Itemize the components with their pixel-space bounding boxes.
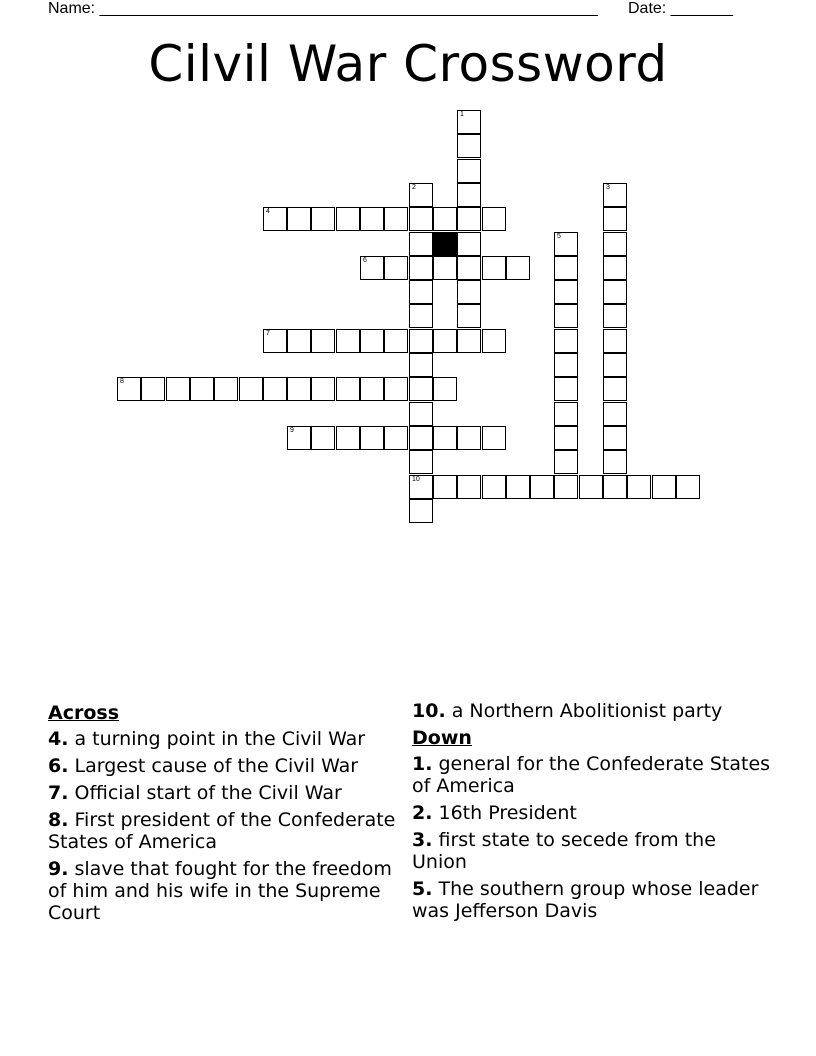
grid-cell[interactable] (554, 377, 578, 401)
grid-cell[interactable] (263, 207, 287, 231)
grid-cell[interactable] (554, 353, 578, 377)
grid-cell[interactable] (360, 426, 384, 450)
grid-cell[interactable] (360, 207, 384, 231)
grid-cell[interactable] (554, 304, 578, 328)
grid-cell[interactable] (457, 280, 481, 304)
cell-number: 7 (266, 330, 270, 337)
grid-cell[interactable] (482, 329, 506, 353)
cell-number: 3 (606, 184, 610, 191)
grid-cell[interactable] (457, 232, 481, 256)
grid-cell[interactable] (603, 353, 627, 377)
cell-number: 1 (460, 111, 464, 118)
clue-text: first state to secede from the Union (412, 829, 716, 873)
grid-cell[interactable] (263, 377, 287, 401)
clue-across-4 (48, 728, 404, 750)
grid-cell[interactable] (384, 377, 408, 401)
grid-cell[interactable] (554, 450, 578, 474)
grid-cell[interactable] (506, 475, 530, 499)
grid-cell[interactable] (336, 426, 360, 450)
grid-cell[interactable] (409, 207, 433, 231)
clue-across-7 (48, 782, 404, 804)
grid-cell[interactable] (360, 329, 384, 353)
clue-text: 16th President (438, 802, 577, 824)
grid-cell[interactable] (287, 329, 311, 353)
grid-cell[interactable] (409, 353, 433, 377)
clues-column-left (48, 700, 404, 929)
grid-cell[interactable] (409, 426, 433, 450)
page-title: Cilvil War Crossword (148, 35, 668, 93)
clue-across-6 (48, 755, 404, 777)
clue-text: general for the Confederate States of America (412, 753, 771, 797)
grid-cell[interactable] (482, 426, 506, 450)
grid-cell[interactable] (409, 329, 433, 353)
grid-cell[interactable] (457, 134, 481, 158)
across-heading: Across (48, 702, 120, 724)
grid-cell[interactable] (117, 377, 141, 401)
grid-cell[interactable] (311, 329, 335, 353)
grid-cell[interactable] (433, 377, 457, 401)
grid-cell[interactable] (409, 304, 433, 328)
grid-cell[interactable] (409, 450, 433, 474)
cell-number: 9 (290, 427, 294, 434)
grid-cell[interactable] (554, 475, 578, 499)
clue-text: Official start of the Civil War (74, 782, 342, 804)
grid-cell[interactable] (554, 256, 578, 280)
clue-number: 3. (412, 829, 433, 851)
grid-cell[interactable] (214, 377, 238, 401)
grid-cell[interactable] (409, 402, 433, 426)
grid-cell[interactable] (141, 377, 165, 401)
down-heading: Down (412, 727, 472, 749)
grid-cell[interactable] (603, 183, 627, 207)
cell-number: 6 (363, 257, 367, 264)
grid-cell[interactable] (457, 256, 481, 280)
clue-across-8 (48, 809, 404, 853)
date-field-label: Date: _______ (628, 0, 733, 17)
clue-number: 6. (48, 755, 69, 777)
grid-cell[interactable] (603, 256, 627, 280)
grid-cell[interactable] (457, 475, 481, 499)
cell-number: 4 (266, 208, 270, 215)
clue-down-3 (412, 829, 772, 873)
grid-cell[interactable] (652, 475, 676, 499)
clue-down-2 (412, 802, 772, 824)
grid-cell[interactable] (603, 426, 627, 450)
grid-cell[interactable] (384, 207, 408, 231)
grid-cell[interactable] (554, 280, 578, 304)
grid-cell[interactable] (409, 475, 433, 499)
clues-column-right (412, 700, 772, 927)
clue-across-10 (412, 700, 772, 722)
cell-number: 10 (412, 476, 420, 483)
grid-cell[interactable] (433, 426, 457, 450)
grid-cell[interactable] (433, 329, 457, 353)
grid-cell[interactable] (287, 377, 311, 401)
grid-cell[interactable] (409, 256, 433, 280)
grid-cell[interactable] (603, 377, 627, 401)
grid-cell[interactable] (384, 329, 408, 353)
grid-cell[interactable] (433, 207, 457, 231)
grid-cell[interactable] (336, 207, 360, 231)
grid-cell[interactable] (676, 475, 700, 499)
cell-number: 2 (412, 184, 416, 191)
clue-down-1 (412, 753, 772, 797)
grid-cell[interactable] (360, 256, 384, 280)
clue-number: 2. (412, 802, 433, 824)
grid-cell[interactable] (482, 256, 506, 280)
grid-cell[interactable] (603, 329, 627, 353)
grid-cell[interactable] (384, 426, 408, 450)
grid-cell[interactable] (409, 280, 433, 304)
grid-cell[interactable] (287, 426, 311, 450)
grid-cell[interactable] (603, 207, 627, 231)
grid-cell[interactable] (409, 377, 433, 401)
grid-cell[interactable] (457, 304, 481, 328)
clue-number: 7. (48, 782, 69, 804)
black-square (433, 232, 457, 256)
grid-cell[interactable] (603, 232, 627, 256)
grid-cell[interactable] (554, 426, 578, 450)
grid-cell[interactable] (603, 280, 627, 304)
grid-cell[interactable] (457, 329, 481, 353)
clue-number: 1. (412, 753, 433, 775)
clue-text: Largest cause of the Civil War (74, 755, 359, 777)
clue-number: 10. (412, 700, 446, 722)
grid-cell[interactable] (409, 232, 433, 256)
grid-cell[interactable] (336, 329, 360, 353)
grid-cell[interactable] (360, 377, 384, 401)
clue-text: The southern group whose leader was Jefferson Davis (412, 878, 759, 922)
grid-cell[interactable] (579, 475, 603, 499)
clue-text: First president of the Confederate States of America (48, 809, 396, 853)
clue-text: slave that fought for the freedom of him and his wife in the Supreme Court (48, 858, 392, 924)
grid-cell[interactable] (263, 329, 287, 353)
grid-cell[interactable] (457, 183, 481, 207)
name-field-label: Name: ________________________________________________________ (48, 0, 598, 17)
grid-cell[interactable] (457, 207, 481, 231)
grid-cell[interactable] (603, 450, 627, 474)
grid-cell[interactable] (457, 426, 481, 450)
clue-across-9 (48, 858, 404, 924)
clue-number: 5. (412, 878, 433, 900)
cell-number: 8 (120, 378, 124, 385)
clue-number: 4. (48, 728, 69, 750)
grid-cell[interactable] (409, 183, 433, 207)
grid-cell[interactable] (482, 207, 506, 231)
grid-cell[interactable] (433, 256, 457, 280)
grid-cell[interactable] (603, 402, 627, 426)
grid-cell[interactable] (287, 207, 311, 231)
grid-cell[interactable] (627, 475, 651, 499)
grid-cell[interactable] (384, 256, 408, 280)
grid-cell[interactable] (457, 159, 481, 183)
grid-cell[interactable] (482, 475, 506, 499)
grid-cell[interactable] (239, 377, 263, 401)
grid-cell[interactable] (530, 475, 554, 499)
clue-number: 9. (48, 858, 69, 880)
grid-cell[interactable] (457, 110, 481, 134)
clue-number: 8. (48, 809, 69, 831)
grid-cell[interactable] (311, 207, 335, 231)
grid-cell[interactable] (506, 256, 530, 280)
grid-cell[interactable] (554, 402, 578, 426)
grid-cell[interactable] (433, 475, 457, 499)
grid-cell[interactable] (409, 499, 433, 523)
clue-down-5 (412, 878, 772, 922)
clue-text: a Northern Abolitionist party (451, 700, 723, 722)
grid-cell[interactable] (336, 377, 360, 401)
grid-cell[interactable] (311, 377, 335, 401)
clue-text: a turning point in the Civil War (74, 728, 366, 750)
grid-cell[interactable] (603, 475, 627, 499)
grid-cell[interactable] (603, 304, 627, 328)
grid-cell[interactable] (311, 426, 335, 450)
grid-cell[interactable] (554, 232, 578, 256)
grid-cell[interactable] (190, 377, 214, 401)
cell-number: 5 (557, 233, 561, 240)
grid-cell[interactable] (554, 329, 578, 353)
grid-cell[interactable] (166, 377, 190, 401)
